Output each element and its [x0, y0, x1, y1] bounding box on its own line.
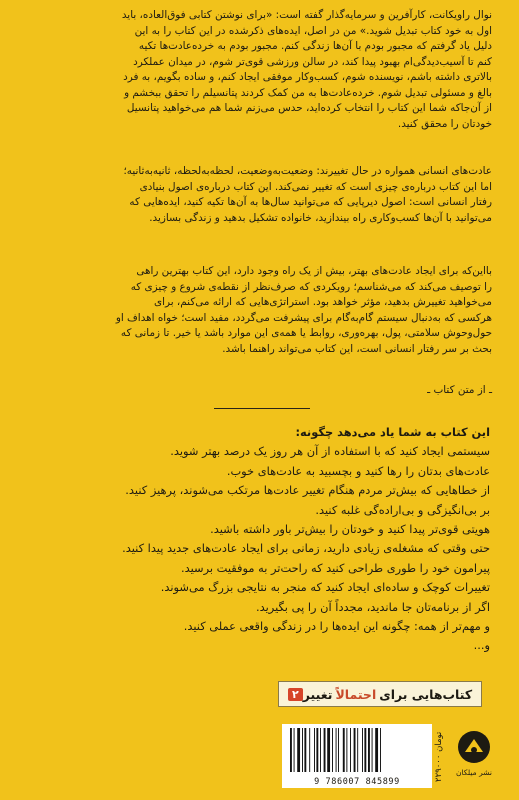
barcode-bar: [375, 728, 378, 772]
series-number: ۲: [288, 688, 303, 701]
habits-line: عادت‌های انسانی همواره در حال تغییرند: وضعیت‌به‌وضعیت، لحظه‌به‌لحظه، ثانیه‌به‌ثانیه؛: [123, 165, 492, 177]
barcode-bar: [368, 728, 370, 772]
habits-line: اما این کتاب درباره‌ی چیزی است که تغییر نمی‌کند. این کتاب درباره‌ی اصول بنیادی: [139, 180, 492, 193]
source-note: ـ از متن کتاب ـ: [427, 384, 492, 396]
approach-line: را توصیف می‌کند که می‌شناسم؛ رویکردی که صرف‌نظر از نقطه‌ی شروع و چیزی که: [130, 280, 492, 293]
barcode-bar: [338, 728, 339, 772]
barcode-bar: [372, 728, 373, 772]
price-label: ۲۲۹۰۰۰ تومان: [434, 731, 444, 783]
intro-line: کنم تا آسیب‌دیدگی‌ام بهبود پیدا کند، در سالن ورزشی قوی‌تر شوم، در میدان عملکرد: [133, 55, 492, 68]
approach-line: حول‌وحوش سلامتی، پول، بهره‌وری، روابط یا همه‌ی این موارد باشد یا خیر. تا زمانی که: [120, 327, 492, 339]
barcode-bar: [346, 728, 347, 772]
intro-paragraph: [40, 8, 492, 132]
benefit-item: و مهم‌تر از همه: چگونه این ایده‌ها را در زندگی واقعی عملی کنید.: [183, 619, 490, 634]
barcode-bar: [304, 728, 306, 772]
habits-line: می‌توانید با آن‌ها کسب‌وکاری راه بیندازید، خانواده تشکیل بدهید و زندگی بسازید.: [149, 211, 492, 224]
barcode-bar: [354, 728, 356, 772]
barcode-bar: [357, 728, 358, 772]
benefits-heading: این کتاب به شما یاد می‌دهد چگونه:: [295, 425, 490, 439]
barcode-bar: [327, 728, 330, 772]
isbn-barcode: [282, 724, 432, 788]
barcode-bar: [302, 728, 303, 772]
habits-line: رفتار انسانی است: اصول دیرپایی که می‌توانید سال‌ها به آن‌ها تکیه کنید، ایده‌هایی که: [129, 196, 492, 208]
series-accent: احتمالاً: [335, 686, 377, 702]
benefits-list: [30, 423, 490, 656]
intro-line: نوال راویکانت، کارآفرین و سرمایه‌گذار گفته است: «برای نوشتن کتابی فوق‌العاده، باید: [121, 9, 492, 21]
intro-line: بالاتری داشته باشم، نویسنده شوم، کسب‌وکار موفقی ایجاد کنم، و ساده بگویم، به فرد: [123, 71, 492, 83]
habits-paragraph: [40, 164, 492, 226]
barcode-bar: [332, 728, 333, 772]
barcode-bar: [362, 728, 363, 772]
publisher-emblem-icon: [457, 730, 491, 764]
barcode-bar: [297, 728, 300, 772]
barcode-bar: [380, 728, 381, 772]
approach-line: بحث بر سر رفتار انسانی است، این کتاب می‌تواند راهنما باشد.: [222, 342, 492, 355]
intro-line: بالغ و مسئولی تبدیل شوم. خرده‌عادت‌ها به من کمک کردند پتانسیلم را تحقق ببخشم و: [124, 86, 492, 99]
publisher-name: نشر میلکان: [456, 768, 492, 777]
barcode-digits: 9 786007 845899: [314, 777, 400, 787]
approach-line: می‌خواهید تغییرش بدهید، مؤثر خواهد بود. استراتژی‌هایی که ارائه می‌کنم، برای: [153, 296, 492, 308]
benefit-item: حتی وقتی که مشغله‌ی زیادی دارید، زمانی برای ایجاد عادت‌های جدید پیدا کنید.: [122, 541, 490, 556]
barcode-bars: [288, 728, 422, 772]
barcode-bar: [290, 728, 292, 772]
benefit-item: سیستمی ایجاد کنید که با استفاده از آن هر روز یک درصد بهتر شوید.: [170, 444, 490, 459]
benefit-item: از خطاهایی که بیش‌تر مردم هنگام تغییر عادت‌ها مرتکب می‌شوند، پرهیز کنید.: [125, 483, 490, 498]
approach-line: بااین‌که برای ایجاد عادت‌های بهتر، بیش از یک راه وجود دارد، این کتاب بهترین راهی: [136, 265, 492, 277]
barcode-bar: [316, 728, 318, 772]
series-suffix: تغییر: [302, 686, 333, 702]
benefit-item: تغییرات کوچک و ساده‌ای ایجاد کنید که منجر به نتایجی بزرگ می‌شوند.: [160, 580, 490, 595]
barcode-bar: [314, 728, 315, 772]
intro-line: اول به خود کتاب تبدیل شوید.» من در اصل، ایده‌های ذکرشده در این کتاب را به این: [134, 24, 492, 37]
benefit-item: و...: [473, 638, 490, 653]
barcode-bar: [320, 728, 321, 772]
benefit-item: هویتی قوی‌تر پیدا کنید و خودتان را بیش‌تر باور داشته باشید.: [210, 522, 490, 537]
divider: [214, 408, 310, 409]
barcode-bar: [294, 728, 295, 772]
barcode-bar: [350, 728, 351, 772]
publisher-logo: [454, 730, 494, 786]
barcode-bar: [309, 728, 310, 772]
barcode-bar: [343, 728, 345, 772]
series-prefix: کتاب‌هایی برای: [379, 686, 473, 702]
intro-line: از آن‌جاکه شما این کتاب را انتخاب کرده‌اید، حدس می‌زنم شما هم می‌خواهید پتانسیل: [126, 102, 492, 114]
benefit-item: پیرامون خود را طوری طراحی کنید که راحت‌تر به موفقیت برسید.: [181, 560, 490, 575]
benefit-item: اگر از برنامه‌تان جا ماندید، مجدداً آن را پی بگیرید.: [256, 599, 490, 614]
barcode-bar: [364, 728, 366, 772]
approach-line: هرکسی که به‌دنبال سیستم گام‌به‌گام برای پیشرفت می‌گردد، مفید است؛ خواه اهداف او: [115, 311, 492, 324]
intro-line: خودتان را محقق کنید.: [397, 117, 492, 130]
series-label: [278, 681, 482, 707]
benefit-item: بر بی‌انگیزگی و بی‌اراده‌گی غلبه کنید.: [315, 502, 490, 517]
approach-paragraph: [40, 264, 492, 357]
benefit-item: عادت‌های بدتان را رها کنید و بچسبید به عادت‌های خوب.: [226, 463, 490, 478]
barcode-bar: [336, 728, 337, 772]
barcode-bar: [324, 728, 326, 772]
intro-line: دلیل یاد گرفتم که مجبور بودم با آن‌ها زندگی کنم. مجبور بودم به خرده‌عادت‌ها تکیه: [138, 40, 492, 52]
